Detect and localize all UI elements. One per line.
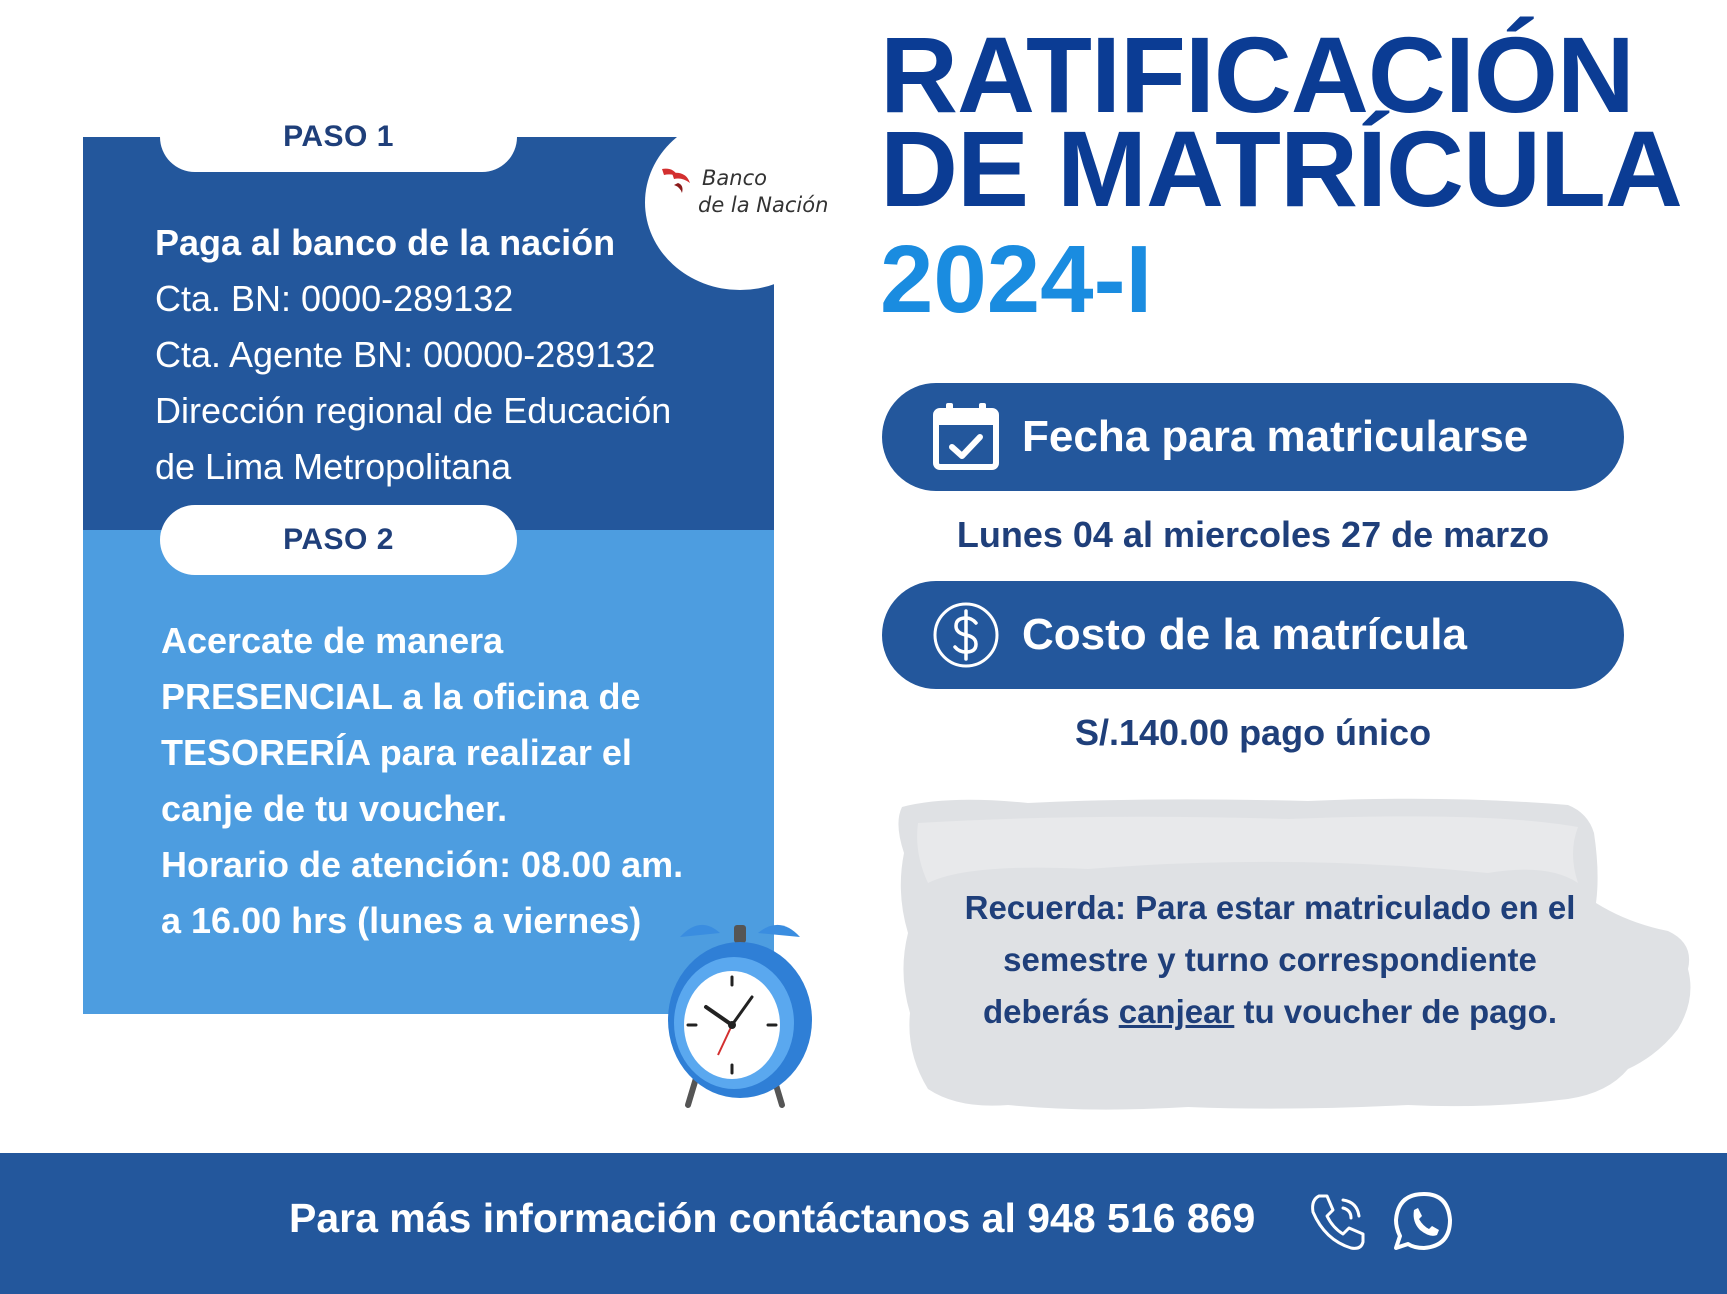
costo-banner: [882, 581, 1624, 689]
alarm-clock-icon: [660, 915, 820, 1110]
reminder-line3-before: deberás: [982, 993, 1119, 1030]
calendar-check-icon: [932, 403, 1000, 471]
bank-logo-text: [698, 165, 829, 219]
reminder-line: semestre y turno correspondiente: [1003, 941, 1537, 978]
step1-text: [155, 215, 671, 495]
fecha-value: Lunes 04 al miercoles 27 de marzo: [956, 514, 1550, 555]
paso2-label: PASO 2: [160, 505, 517, 575]
reminder-text: [920, 882, 1620, 1038]
bank-logo-line1: Banco: [702, 166, 767, 190]
reminder-line3-after: tu voucher de pago.: [1234, 993, 1558, 1030]
step2-line: canje de tu voucher.: [161, 788, 508, 829]
reminder-underlined-word: canjear: [1118, 993, 1235, 1030]
paso1-label: PASO 1: [160, 102, 517, 172]
fecha-label: Fecha para matricularse: [1022, 412, 1529, 461]
page-title: [880, 14, 1682, 229]
reminder-line: Recuerda: Para estar matriculado en el: [964, 889, 1576, 926]
step2-line: Horario de atención: 08.00 am.: [161, 844, 684, 885]
costo-value: S/.140.00 pago único: [1074, 712, 1432, 753]
costo-label: Costo de la matrícula: [1022, 610, 1468, 659]
title-line2: DE MATRÍCULA: [880, 108, 1682, 229]
bank-logo-line2: de la Nación: [698, 193, 829, 217]
title-year: 2024-I: [880, 226, 1153, 333]
fecha-banner: [882, 383, 1624, 491]
step1-line: Dirección regional de Educación: [155, 390, 672, 431]
phone-icon[interactable]: [1305, 1190, 1369, 1254]
step1-line: de Lima Metropolitana: [155, 446, 512, 487]
step1-line: Cta. BN: 0000-289132: [155, 278, 514, 319]
step2-text: [161, 613, 741, 949]
whatsapp-icon[interactable]: [1392, 1190, 1456, 1254]
bank-logo-mark-icon: [660, 165, 696, 195]
step2-line: TESORERÍA para realizar el: [161, 732, 632, 773]
step2-line: PRESENCIAL a la oficina de: [161, 676, 641, 717]
bank-logo: [660, 165, 828, 219]
dollar-circle-icon: [932, 601, 1000, 669]
step1-heading: Paga al banco de la nación: [155, 222, 616, 263]
footer-contact-text: Para más información contáctanos al 948 516 869: [289, 1195, 1256, 1241]
step2-line: a 16.00 hrs (lunes a viernes): [161, 900, 642, 941]
step2-line: Acercate de manera: [161, 620, 504, 661]
reminder-line: [920, 986, 1620, 1038]
step1-line: Cta. Agente BN: 00000-289132: [155, 334, 656, 375]
title-line1: RATIFICACIÓN: [880, 14, 1634, 135]
